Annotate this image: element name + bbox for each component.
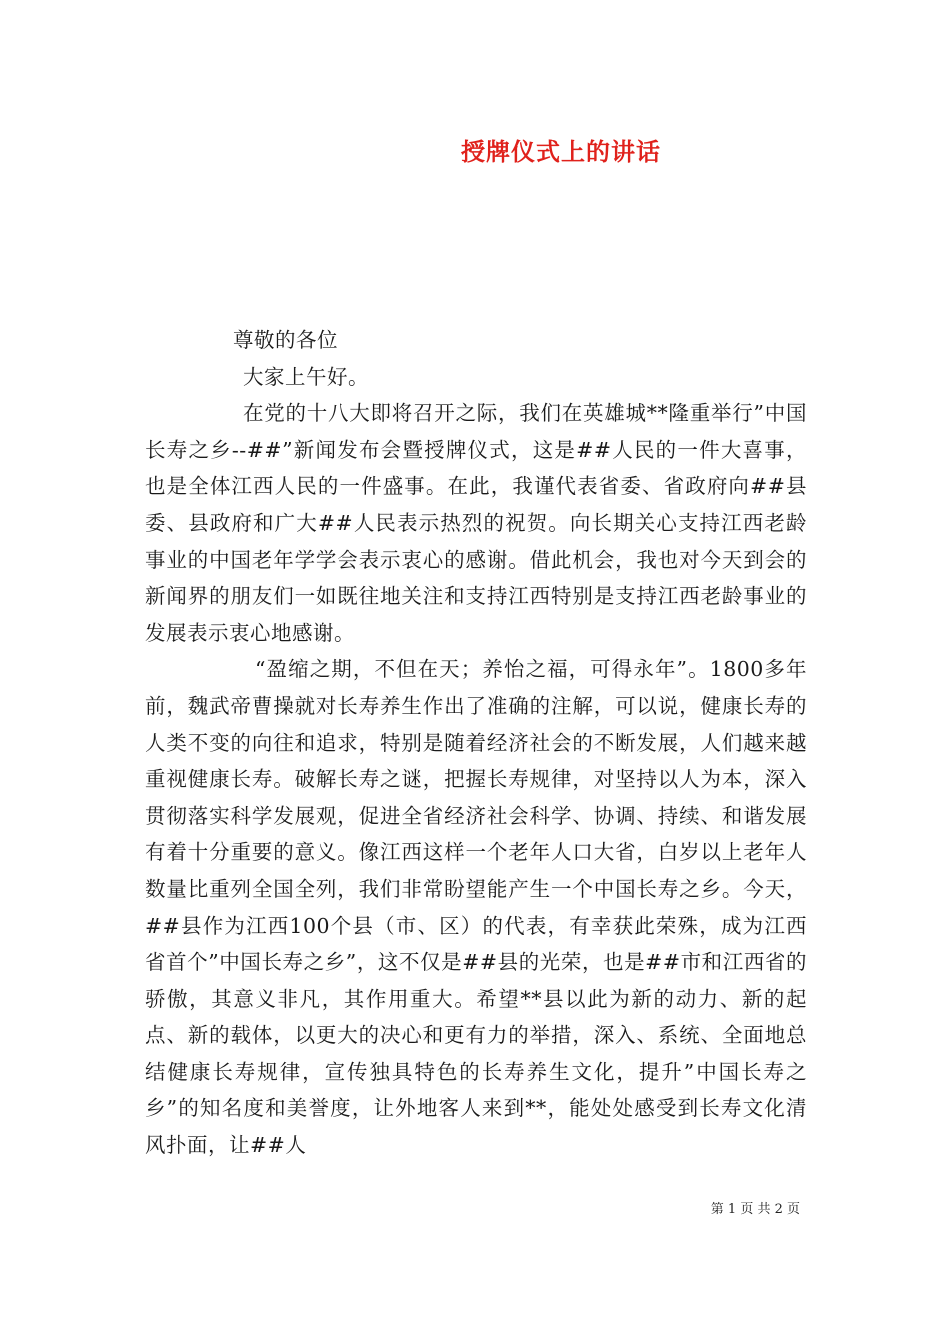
paragraph-2: “盈缩之期，不但在天；养怡之福，可得永年”。1800多年前，魏武帝曹操就对长寿养生作出了准确的注解，可以说，健康长寿的人类不变的向往和追求，特别是随着经济社会的不断发展，人们越来越重视健康长寿。破解长寿之谜，把握长寿规律，对坚持以人为本，深入贯彻落实科学发展观，促进全省经济社会科学、协调、持续、和谐发展有着十分重要的意义。像江西这样一个老年人口大省，白岁以上老年人数量比重列全国全列，我们非常盼望能产生一个中国长寿之乡。今天，##县作为江西100个县（市、区）的代表，有幸获此荣殊，成为江西省首个”中国长寿之乡”，这不仅是##县的光荣，也是##市和江西省的骄傲，其意义非凡，其作用重大。希望**县以此为新的动力、新的起点、新的载体，以更大的决心和更有力的举措，深入、系统、全面地总结健康长寿规律，宣传独具特色的长寿养生文化，提升”中国长寿之乡”的知名度和美誉度，让外地客人来到**，能处处感受到长寿文化清风扑面，让##人 — [145, 657, 807, 1158]
page-number-footer: 第 1 页 共 2 页 — [710, 1202, 800, 1217]
document-body — [145, 322, 807, 1164]
paragraph-1: 在党的十八大即将召开之际，我们在英雄城**隆重举行”中国长寿之乡--##”新闻发布会暨授牌仪式，这是##人民的一件大喜事，也是全体江西人民的一件盛事。在此，我谨代表省委、省政府向##县委、县政府和广大##人民表示热烈的祝贺。向长期关心支持江西老龄事业的中国老年学学会表示衷心的感谢。借此机会，我也对今天到会的新闻界的朋友们一如既往地关注和支持江西特别是支持江西老龄事业的发展表示衷心地感谢。 — [145, 401, 807, 645]
document-title: 授牌仪式上的讲话 — [461, 137, 661, 166]
salutation: 尊敬的各位 — [233, 328, 338, 352]
greeting: 大家上午好。 — [243, 364, 369, 389]
